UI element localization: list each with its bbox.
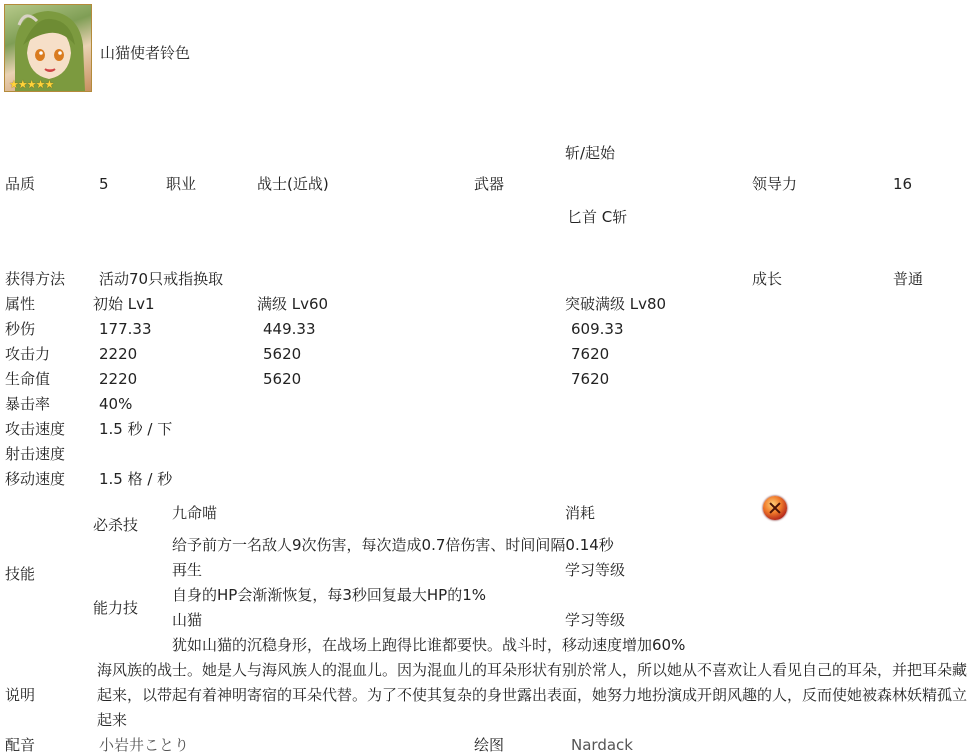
voice-label: 配音 — [5, 736, 36, 754]
skills-label: 技能 — [5, 565, 36, 583]
special-skill-name: 九命喵 — [172, 504, 218, 522]
ability-skill-label: 能力技 — [93, 599, 139, 617]
stat-initial: 2220 — [99, 345, 138, 363]
quality-value: 5 — [99, 175, 109, 193]
cost-label: 消耗 — [565, 504, 596, 522]
description-label: 说明 — [5, 686, 36, 704]
stat-initial: 177.33 — [99, 320, 152, 338]
illustrator-label: 绘图 — [474, 736, 505, 754]
stat-break: 609.33 — [571, 320, 624, 338]
leadership-label: 领导力 — [752, 175, 798, 193]
illustrator-value: Nardack — [571, 736, 633, 754]
ability1-name: 再生 — [172, 561, 203, 579]
ability1-learn-label: 学习等级 — [565, 561, 626, 579]
special-skill-desc: 给予前方一名敌人9次伤害，每次造成0.7倍伤害、时间间隔0.14秒 — [172, 536, 614, 554]
class-value: 战士(近战) — [257, 175, 329, 193]
character-portrait — [4, 4, 92, 92]
voice-actor-link[interactable]: 小岩井ことり — [99, 736, 190, 754]
obtain-label: 获得方法 — [5, 270, 66, 288]
ability2-name: 山猫 — [172, 611, 203, 629]
stat-label: 攻击速度 — [5, 420, 66, 438]
character-name: 山猫使者铃色 — [100, 44, 191, 62]
growth-value: 普通 — [893, 270, 924, 288]
stat-initial: 40% — [99, 395, 133, 413]
stat-label: 暴击率 — [5, 395, 51, 413]
weapon-label: 武器 — [474, 175, 505, 193]
stat-initial: 1.5 格 / 秒 — [99, 470, 173, 488]
stat-initial: 2220 — [99, 370, 138, 388]
weapon-name: 匕首 C斩 — [567, 208, 628, 226]
stat-label: 攻击力 — [5, 345, 51, 363]
special-skill-label: 必杀技 — [93, 516, 139, 534]
stats-col-max: 满级 Lv60 — [257, 295, 329, 313]
stat-label: 射击速度 — [5, 445, 66, 463]
quality-label: 品质 — [5, 175, 36, 193]
stat-break: 7620 — [571, 345, 610, 363]
weapon-type: 斩/起始 — [565, 144, 616, 162]
stat-label: 移动速度 — [5, 470, 66, 488]
stat-label: 生命值 — [5, 370, 51, 388]
ability1-desc: 自身的HP会渐渐恢复，每3秒回复最大HP的1% — [172, 586, 486, 604]
rarity-stars: ★★★★★ — [9, 78, 54, 91]
stat-max: 449.33 — [263, 320, 316, 338]
stat-label: 秒伤 — [5, 320, 36, 338]
skill-cost-orb-icon — [763, 496, 787, 520]
stats-col-break: 突破满级 Lv80 — [565, 295, 667, 313]
ability2-learn-label: 学习等级 — [565, 611, 626, 629]
stat-max: 5620 — [263, 370, 302, 388]
stat-initial: 1.5 秒 / 下 — [99, 420, 173, 438]
description-text: 海风族的战士。她是人与海风族人的混血儿。因为混血儿的耳朵形状有别於常人，所以她从不喜欢让人看见自己的耳朵，并把耳朵藏起来，以带起有着神明寄宿的耳朵代替。为了不使其复杂的身世露出表面，她努力地扮演成开朗风趣的人，反而使她被森林妖精孤立起来 — [97, 661, 968, 729]
class-label: 职业 — [166, 175, 197, 193]
stat-max: 5620 — [263, 345, 302, 363]
ability2-desc: 犹如山猫的沉稳身形，在战场上跑得比谁都要快。战斗时，移动速度增加60% — [172, 636, 686, 654]
growth-label: 成长 — [752, 270, 783, 288]
obtain-value: 活动70只戒指换取 — [99, 270, 224, 288]
stats-header-label: 属性 — [5, 295, 36, 313]
stat-break: 7620 — [571, 370, 610, 388]
leadership-value: 16 — [893, 175, 913, 193]
stats-col-initial: 初始 Lv1 — [93, 295, 155, 313]
